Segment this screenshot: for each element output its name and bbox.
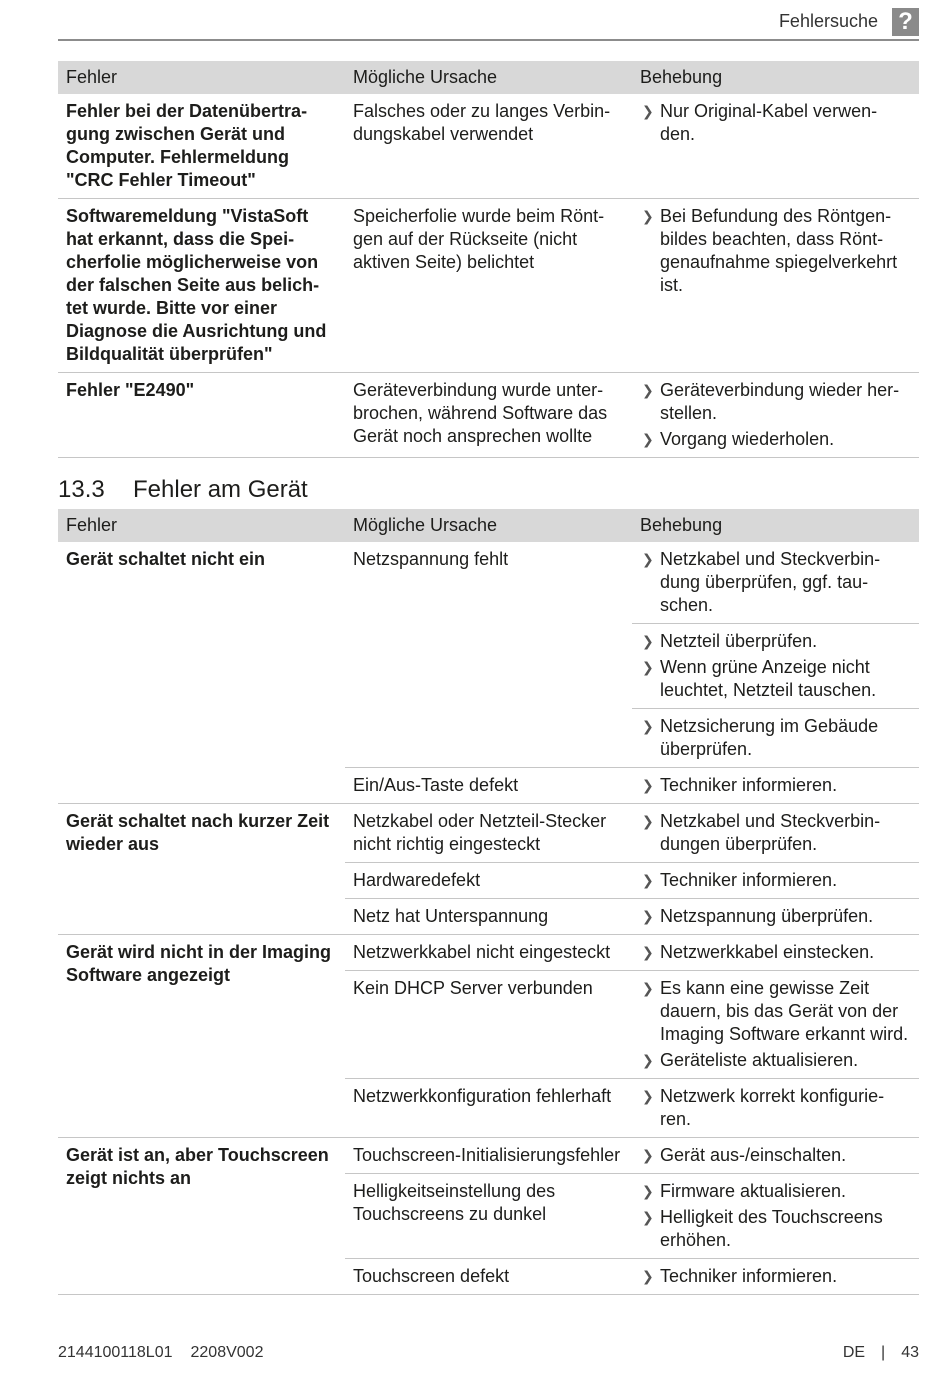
remedy-item: ❯ Gerät aus-/einschalten.	[642, 1145, 847, 1165]
footer-document-info	[58, 1344, 281, 1362]
remedy-item: ❯ Nur Original-Kabel verwen-den.	[642, 101, 878, 144]
chevron-right-icon: ❯	[642, 980, 654, 996]
table-row	[58, 199, 919, 373]
table-row	[58, 542, 919, 624]
document-number: 2144100118L01	[58, 1344, 173, 1361]
table-header-row	[58, 61, 919, 94]
cause-cell: Helligkeitseinstellung des Touchscreens zu dunkel	[345, 1174, 632, 1259]
remedy-cell	[632, 935, 919, 971]
column-header-behebung: Behebung	[632, 509, 919, 542]
error-cell: Fehler bei der Datenübertra-gung zwischen Gerät und Computer. Fehlermeldung "CRC Fehler Timeout"	[58, 94, 345, 199]
remedy-cell	[632, 624, 919, 709]
table-row	[58, 94, 919, 199]
remedy-cell	[632, 199, 919, 373]
chevron-right-icon: ❯	[642, 208, 654, 224]
remedy-item: ❯ Techniker informieren.	[642, 775, 838, 795]
remedy-cell	[632, 804, 919, 863]
cause-cell: Hardwaredefekt	[345, 863, 632, 899]
page-header	[58, 8, 919, 41]
remedy-item: ❯ Netzsicherung im Gebäude überprüfen.	[642, 716, 879, 759]
column-header-fehler: Fehler	[58, 61, 345, 94]
remedy-item: ❯ Es kann eine gewisse Zeit dauern, bis das Gerät von der Imaging Software erkannt wird.	[642, 978, 909, 1044]
remedy-cell	[632, 709, 919, 768]
chevron-right-icon: ❯	[642, 1268, 654, 1284]
question-icon: ?	[892, 8, 919, 36]
remedy-item: ❯ Netzwerk korrekt konfigurie-ren.	[642, 1086, 885, 1129]
remedy-item: ❯ Netzspannung überprüfen.	[642, 906, 874, 926]
cause-cell: Touchscreen defekt	[345, 1259, 632, 1295]
remedy-item: ❯ Firmware aktualisieren.	[642, 1181, 847, 1201]
remedy-cell	[632, 1174, 919, 1259]
remedy-cell	[632, 899, 919, 935]
chevron-right-icon: ❯	[642, 872, 654, 888]
error-cell: Gerät ist an, aber Touchscreen zeigt nichts an	[58, 1138, 345, 1295]
error-cell: Gerät wird nicht in der Imaging Software angezeigt	[58, 935, 345, 1138]
table-row	[58, 935, 919, 971]
remedy-item: ❯ Netzkabel und Steckverbin-dung überprüfen, ggf. tau-schen.	[642, 549, 881, 615]
cause-cell: Kein DHCP Server verbunden	[345, 971, 632, 1079]
remedy-cell	[632, 1138, 919, 1174]
cause-cell: Ein/Aus-Taste defekt	[345, 768, 632, 804]
remedy-cell	[632, 1259, 919, 1295]
section-number: 13.3	[58, 476, 105, 503]
cause-cell: Netzkabel oder Netzteil-Stecker nicht richtig eingesteckt	[345, 804, 632, 863]
error-cell: Gerät schaltet nicht ein	[58, 542, 345, 804]
remedy-cell	[632, 863, 919, 899]
footer-page-info	[843, 1344, 919, 1362]
remedy-item: ❯ Netzkabel und Steckverbin-dungen überprüfen.	[642, 811, 881, 854]
chevron-right-icon: ❯	[642, 1183, 654, 1199]
chevron-right-icon: ❯	[642, 908, 654, 924]
remedy-item: ❯ Techniker informieren.	[642, 870, 838, 890]
remedy-cell	[632, 768, 919, 804]
remedy-item: ❯ Helligkeit des Touchscreens erhöhen.	[642, 1207, 883, 1250]
chevron-right-icon: ❯	[642, 551, 654, 567]
chevron-right-icon: ❯	[642, 1088, 654, 1104]
chevron-right-icon: ❯	[642, 777, 654, 793]
chevron-right-icon: ❯	[642, 1147, 654, 1163]
chevron-right-icon: ❯	[642, 1052, 654, 1068]
column-header-behebung: Behebung	[632, 61, 919, 94]
remedy-item: ❯ Netzwerkkabel einstecken.	[642, 942, 875, 962]
section-heading	[58, 476, 308, 504]
remedy-item: ❯ Geräteverbindung wieder her-stellen.	[642, 380, 900, 423]
page-number: 43	[901, 1344, 919, 1361]
column-header-fehler: Fehler	[58, 509, 345, 542]
chevron-right-icon: ❯	[642, 718, 654, 734]
chevron-right-icon: ❯	[642, 382, 654, 398]
error-cell: Gerät schaltet nach kurzer Zeit wieder aus	[58, 804, 345, 935]
remedy-item: ❯ Geräteliste aktualisieren.	[642, 1050, 859, 1070]
error-cell: Fehler "E2490"	[58, 373, 345, 458]
remedy-cell	[632, 971, 919, 1079]
cause-cell: Netzwerkkabel nicht eingesteckt	[345, 935, 632, 971]
column-header-ursache: Mögliche Ursache	[345, 61, 632, 94]
cause-cell: Touchscreen-Initialisierungsfehler	[345, 1138, 632, 1174]
remedy-item: ❯ Netzteil überprüfen.	[642, 631, 818, 651]
remedy-cell	[632, 94, 919, 199]
section-title: Fehler am Gerät	[133, 476, 308, 503]
cause-cell: Speicherfolie wurde beim Rönt-gen auf der Rückseite (nicht aktiven Seite) belichtet	[345, 199, 632, 373]
language-code: DE	[842, 1344, 866, 1361]
error-table-software	[58, 61, 919, 458]
remedy-item: ❯ Wenn grüne Anzeige nicht leuchtet, Netzteil tauschen.	[642, 657, 877, 700]
document-version: 2208V002	[190, 1344, 264, 1361]
table-header-row	[58, 509, 919, 542]
cause-cell: Netzwerkkonfiguration fehlerhaft	[345, 1079, 632, 1138]
column-header-ursache: Mögliche Ursache	[345, 509, 632, 542]
cause-cell: Netz hat Unterspannung	[345, 899, 632, 935]
cause-cell: Falsches oder zu langes Verbin-dungskabel verwendet	[345, 94, 632, 199]
remedy-item: ❯ Vorgang wiederholen.	[642, 429, 835, 449]
chevron-right-icon: ❯	[642, 944, 654, 960]
chevron-right-icon: ❯	[642, 103, 654, 119]
chevron-right-icon: ❯	[642, 659, 654, 675]
chevron-right-icon: ❯	[642, 1209, 654, 1225]
remedy-cell	[632, 373, 919, 458]
cause-cell: Netzspannung fehlt	[345, 542, 632, 768]
remedy-cell	[632, 1079, 919, 1138]
chevron-right-icon: ❯	[642, 431, 654, 447]
table-row	[58, 1138, 919, 1174]
remedy-cell	[632, 542, 919, 624]
remedy-item: ❯ Bei Befundung des Röntgen-bildes beachten, dass Rönt-genaufnahme spiegelverkehrt ist.	[642, 206, 898, 295]
error-cell: Softwaremeldung "VistaSoft hat erkannt, dass die Spei-cherfolie möglicherweise von der falschen Seite aus belich-tet wurde. Bitte vor einer Diagnose die Ausrichtung und Bildqualität überprüfen"	[58, 199, 345, 373]
table-row	[58, 373, 919, 458]
footer-separator: |	[881, 1344, 886, 1361]
error-table-device	[58, 509, 919, 1295]
cause-cell: Geräteverbindung wurde unter-brochen, während Software das Gerät noch ansprechen wollte	[345, 373, 632, 458]
header-title: Fehlersuche	[778, 11, 878, 31]
chevron-right-icon: ❯	[642, 633, 654, 649]
table-row	[58, 804, 919, 863]
chevron-right-icon: ❯	[642, 813, 654, 829]
remedy-item: ❯ Techniker informieren.	[642, 1266, 838, 1286]
